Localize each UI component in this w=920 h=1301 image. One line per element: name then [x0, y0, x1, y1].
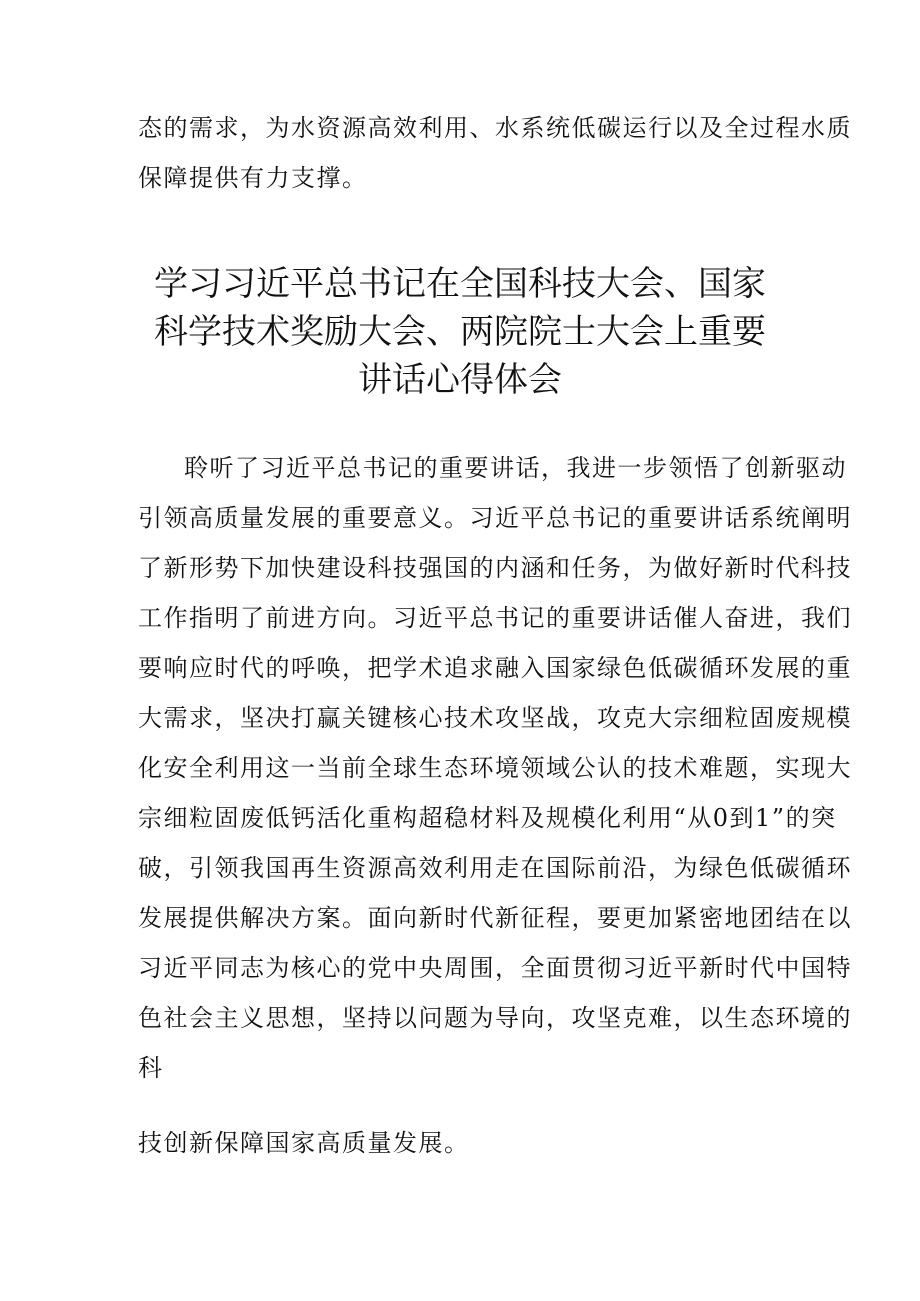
body-line-2: 引领高质量发展的重要意义。习近平总书记的重要讲话系统阐明 [138, 504, 852, 532]
body-line-8: 宗细粒固废低钙活化重构超稳材料及规模化利用“从0到1”的突 [138, 804, 837, 832]
title-line-3: 讲话心得体会 [358, 360, 562, 400]
body-line-13: 科 [138, 1054, 164, 1082]
intro-line-1: 态的需求，为水资源高效利用、水系统低碳运行以及全过程水质 [138, 114, 852, 142]
intro-line-2: 保障提供有力支撑。 [138, 164, 368, 192]
body-line-5: 要响应时代的呼唤，把学术追求融入国家绿色低碳循环发展的重 [138, 654, 852, 682]
body-line-4: 工作指明了前进方向。习近平总书记的重要讲话催人奋进，我们 [138, 604, 852, 632]
body-line-7: 化安全利用这一当前全球生态环境领域公认的技术难题，实现大 [138, 754, 852, 782]
body-line-11: 习近平同志为核心的党中央周围，全面贯彻习近平新时代中国特 [138, 954, 852, 982]
title-line-1: 学习习近平总书记在全国科技大会、国家 [154, 264, 766, 304]
title-line-2: 科学技术奖励大会、两院院士大会上重要 [154, 312, 766, 352]
body-line-6: 大需求，坚决打赢关键核心技术攻坚战，攻克大宗细粒固废规模 [138, 704, 852, 732]
body-line-10: 发展提供解决方案。面向新时代新征程，要更加紧密地团结在以 [138, 904, 852, 932]
body-line-9: 破，引领我国再生资源高效利用走在国际前沿，为绿色低碳循环 [138, 854, 852, 882]
closing-line: 技创新保障国家高质量发展。 [138, 1129, 470, 1157]
body-line-1: 聆听了习近平总书记的重要讲话，我进一步领悟了创新驱动 [184, 454, 847, 482]
body-line-12: 色社会主义思想，坚持以问题为导向，攻坚克难，以生态环境的 [138, 1004, 852, 1032]
body-line-3: 了新形势下加快建设科技强国的内涵和任务，为做好新时代科技 [138, 554, 852, 582]
